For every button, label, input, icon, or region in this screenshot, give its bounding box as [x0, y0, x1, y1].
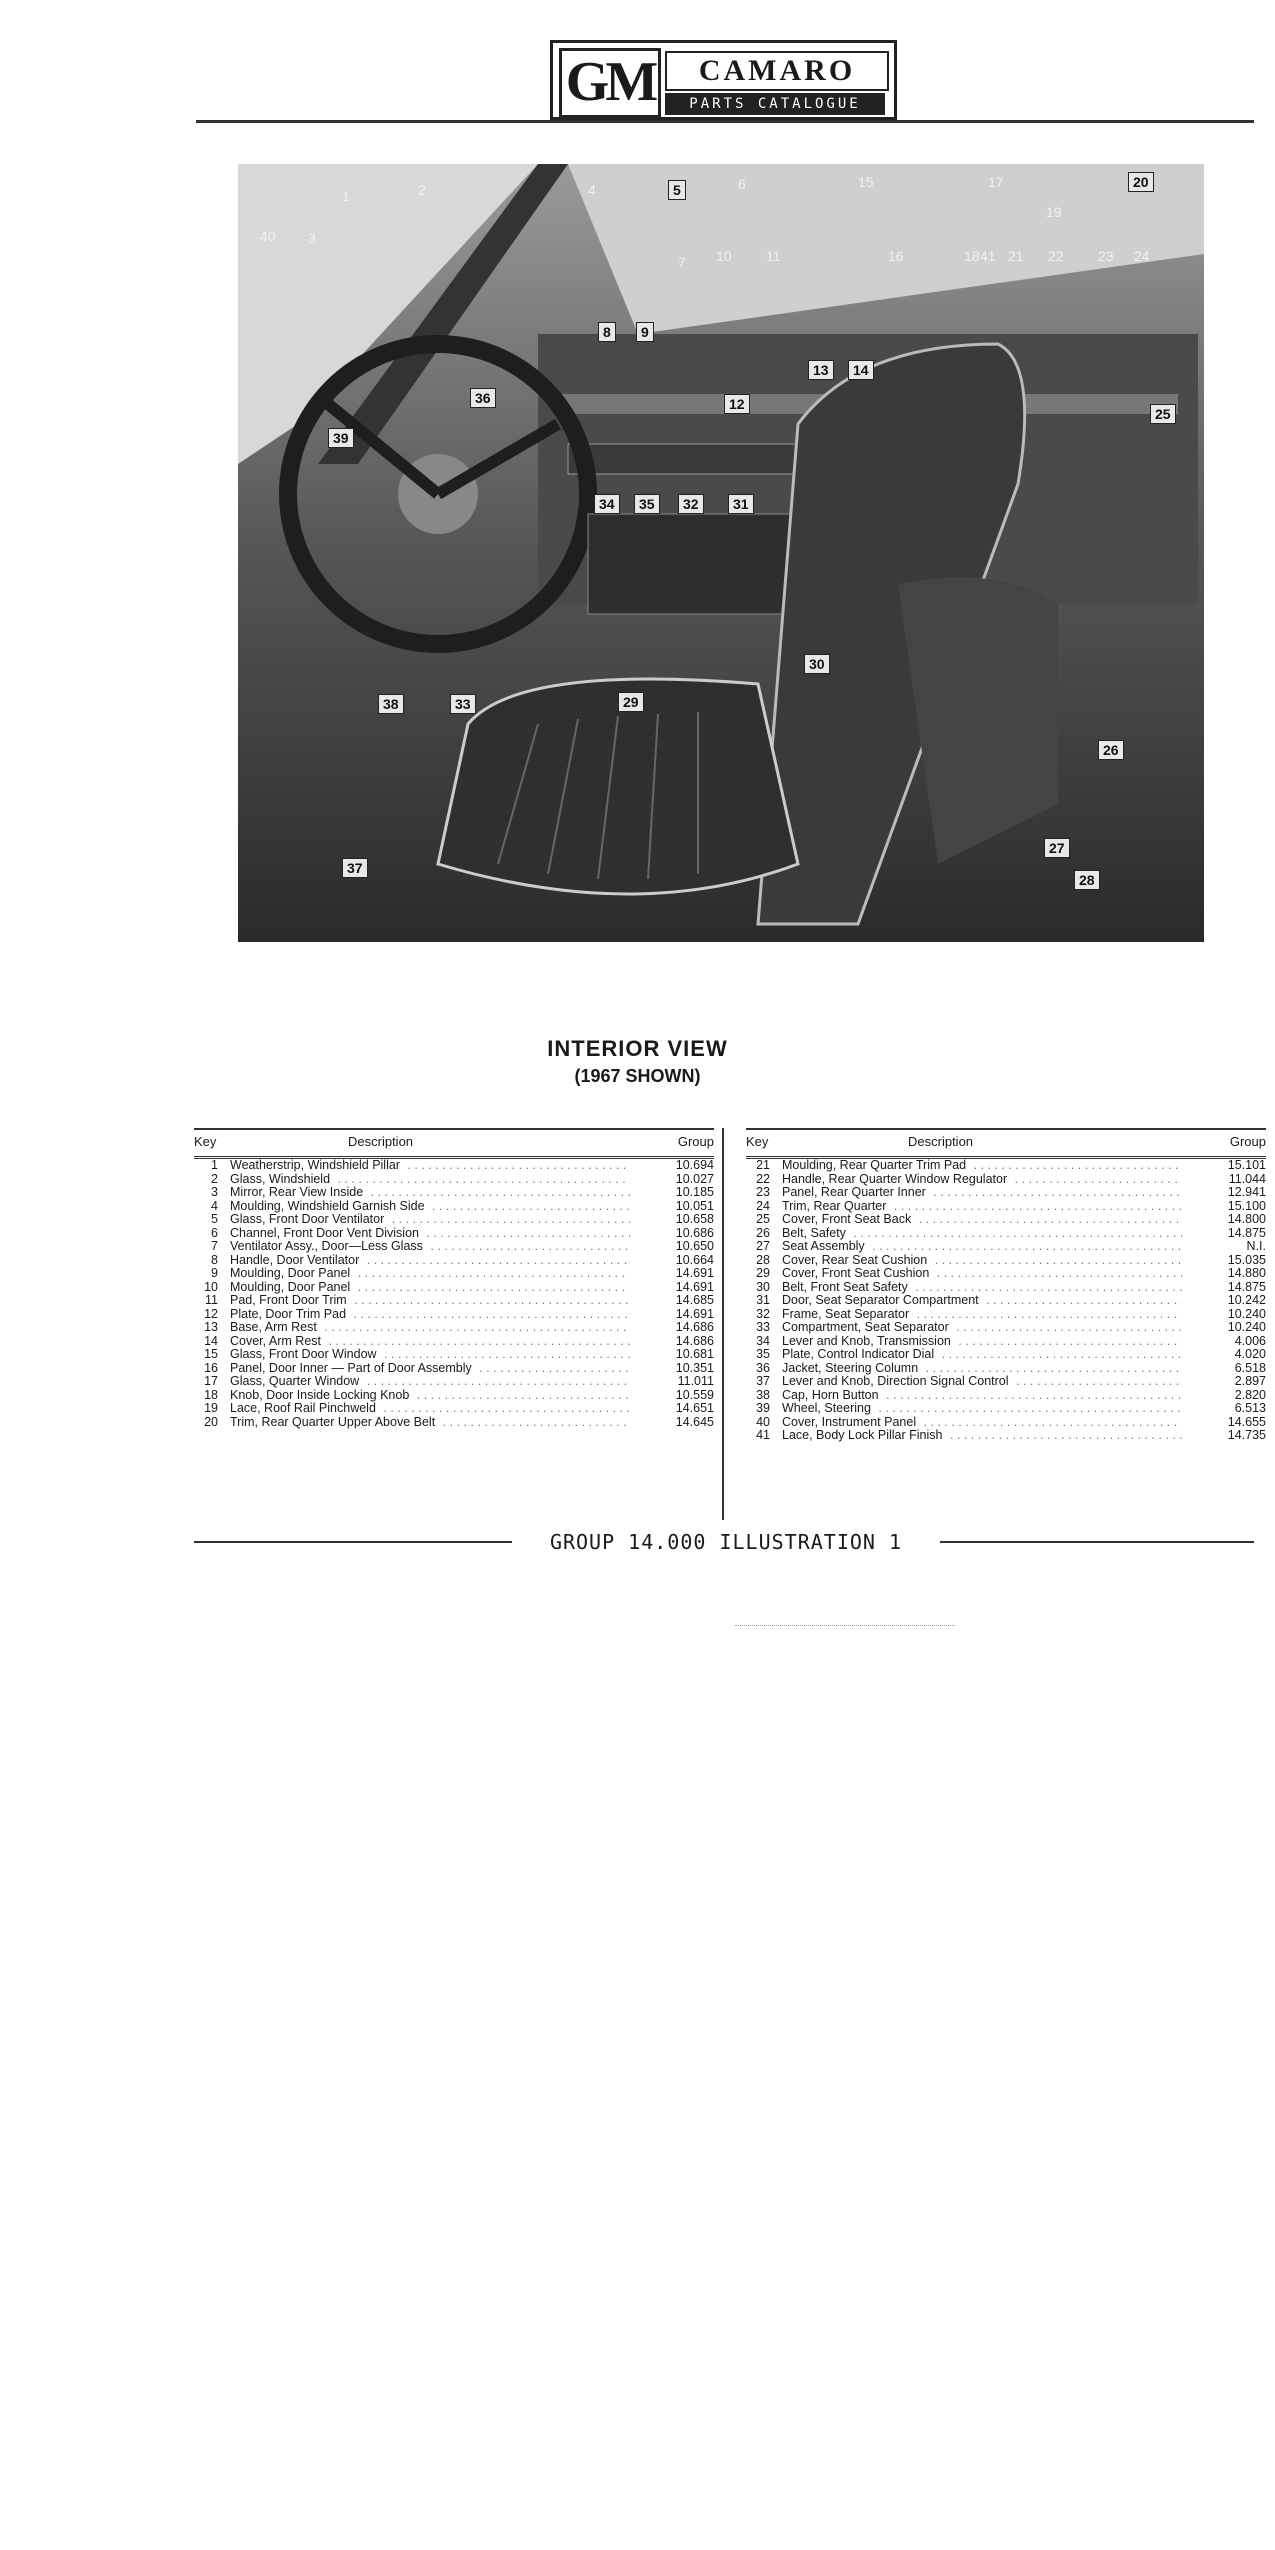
- part-description: [782, 1173, 1182, 1187]
- part-description-text: Lace, Body Lock Pillar Finish: [782, 1429, 947, 1442]
- callout-6: 6: [738, 176, 746, 192]
- part-group: 10.240: [1202, 1308, 1266, 1322]
- callout-29: 29: [618, 692, 644, 712]
- table-row: [746, 1389, 1266, 1403]
- part-description: [230, 1240, 630, 1254]
- table-row: [746, 1240, 1266, 1254]
- table-row: [194, 1254, 714, 1268]
- part-description: [230, 1402, 630, 1416]
- part-description-text: Cover, Instrument Panel: [782, 1416, 920, 1429]
- part-key: 34: [756, 1333, 770, 1348]
- part-group: 11.011: [650, 1375, 714, 1389]
- table-row: [194, 1389, 714, 1403]
- table-row: [194, 1213, 714, 1227]
- callout-28: 28: [1074, 870, 1100, 890]
- part-group: 10.242: [1202, 1294, 1266, 1308]
- table-row: [194, 1308, 714, 1322]
- table-row: [194, 1294, 714, 1308]
- callout-10: 10: [716, 248, 732, 264]
- part-key: 25: [756, 1212, 770, 1226]
- callout-41: 41: [980, 248, 996, 264]
- part-group: 14.686: [650, 1321, 714, 1335]
- part-description: [782, 1281, 1182, 1295]
- table-row: [746, 1348, 1266, 1362]
- part-key: 22: [756, 1171, 770, 1186]
- part-key: 23: [756, 1185, 770, 1199]
- part-description-text: Belt, Safety: [782, 1227, 850, 1240]
- table-row: [746, 1402, 1266, 1416]
- callout-3: 3: [308, 230, 316, 246]
- part-description: [230, 1186, 630, 1200]
- part-description-text: Base, Arm Rest: [230, 1321, 321, 1334]
- callout-2: 2: [418, 182, 426, 198]
- part-description-text: Moulding, Door Panel: [230, 1267, 354, 1280]
- part-description: [230, 1416, 630, 1430]
- part-description: [230, 1389, 630, 1403]
- table-row: [746, 1254, 1266, 1268]
- part-key: 9: [211, 1266, 218, 1280]
- callout-16: 16: [888, 248, 904, 264]
- part-description: [782, 1308, 1182, 1322]
- header-description: Description: [908, 1134, 974, 1149]
- part-group: 6.513: [1202, 1402, 1266, 1416]
- part-key: 27: [756, 1239, 770, 1253]
- table-row: [746, 1416, 1266, 1430]
- table-row: [746, 1213, 1266, 1227]
- table-row: [746, 1362, 1266, 1376]
- callout-19: 19: [1046, 204, 1062, 220]
- part-key: 15: [204, 1347, 218, 1361]
- footer-rule-right: [940, 1541, 1254, 1543]
- part-key: 5: [211, 1212, 218, 1226]
- part-key: 18: [204, 1387, 218, 1402]
- part-key: 28: [756, 1252, 770, 1267]
- illustration-caption: GROUP 14.000 ILLUSTRATION 1: [549, 1530, 903, 1554]
- table-row: [746, 1227, 1266, 1241]
- callout-38: 38: [378, 694, 404, 714]
- part-description: [782, 1200, 1182, 1214]
- callout-26: 26: [1098, 740, 1124, 760]
- table-row: [194, 1267, 714, 1281]
- page-subtitle: (1967 SHOWN): [574, 1066, 701, 1086]
- part-group: 12.941: [1202, 1186, 1266, 1200]
- callout-7: 7: [678, 254, 686, 270]
- part-key: 8: [211, 1252, 218, 1267]
- part-description-text: Ventilator Assy., Door—Less Glass: [230, 1240, 427, 1253]
- callout-23: 23: [1098, 248, 1114, 264]
- part-description: [782, 1227, 1182, 1241]
- part-group: 15.101: [1202, 1159, 1266, 1173]
- part-description: [782, 1402, 1182, 1416]
- part-group: 14.655: [1202, 1416, 1266, 1430]
- part-group: 14.880: [1202, 1267, 1266, 1281]
- part-group: 4.006: [1202, 1335, 1266, 1349]
- table-row: [194, 1200, 714, 1214]
- part-key: 17: [204, 1374, 218, 1388]
- part-description: [230, 1200, 630, 1214]
- part-description-text: Glass, Front Door Window: [230, 1348, 381, 1361]
- table-divider: [722, 1128, 724, 1520]
- part-description-text: Moulding, Rear Quarter Trim Pad: [782, 1159, 970, 1172]
- parts-table-left: [194, 1128, 714, 1429]
- callout-36: 36: [470, 388, 496, 408]
- callout-15: 15: [858, 174, 874, 190]
- part-description: [230, 1375, 630, 1389]
- part-group: 10.658: [650, 1213, 714, 1227]
- table-row: [746, 1159, 1266, 1173]
- part-description-text: Glass, Front Door Ventilator: [230, 1213, 388, 1226]
- part-group: 14.800: [1202, 1213, 1266, 1227]
- part-group: 14.735: [1202, 1429, 1266, 1443]
- table-row: [746, 1267, 1266, 1281]
- part-description-text: Glass, Quarter Window: [230, 1375, 363, 1388]
- part-description-text: Knob, Door Inside Locking Knob: [230, 1389, 413, 1402]
- callout-24: 24: [1134, 248, 1150, 264]
- part-description-text: Seat Assembly: [782, 1240, 869, 1253]
- part-key: 26: [756, 1225, 770, 1240]
- part-key: 35: [756, 1347, 770, 1361]
- table-row: [194, 1375, 714, 1389]
- callout-34: 34: [594, 494, 620, 514]
- header-group: Group: [1229, 1134, 1266, 1149]
- table-row: [746, 1335, 1266, 1349]
- part-description-text: Jacket, Steering Column: [782, 1362, 922, 1375]
- part-description-text: Moulding, Windshield Garnish Side: [230, 1200, 429, 1213]
- part-group: 14.691: [650, 1267, 714, 1281]
- table-row: [194, 1362, 714, 1376]
- gm-camaro-logo: [550, 40, 897, 120]
- part-description: [230, 1294, 630, 1308]
- table-row: [746, 1375, 1266, 1389]
- part-group: 10.240: [1202, 1321, 1266, 1335]
- header-key: Key: [194, 1134, 217, 1149]
- callout-8: 8: [598, 322, 616, 342]
- part-key: 39: [756, 1401, 770, 1415]
- callout-18: 18: [964, 248, 980, 264]
- part-key: 3: [211, 1185, 218, 1199]
- callout-13: 13: [808, 360, 834, 380]
- part-description-text: Mirror, Rear View Inside: [230, 1186, 367, 1199]
- part-key: 13: [204, 1320, 218, 1334]
- part-description: [230, 1308, 630, 1322]
- part-group: 10.694: [650, 1159, 714, 1173]
- part-description-text: Door, Seat Separator Compartment: [782, 1294, 983, 1307]
- table-row: [194, 1416, 714, 1430]
- part-description-text: Frame, Seat Separator: [782, 1308, 913, 1321]
- part-description-text: Channel, Front Door Vent Division: [230, 1227, 423, 1240]
- part-key: 11: [205, 1293, 218, 1307]
- part-description-text: Lace, Roof Rail Pinchweld: [230, 1402, 380, 1415]
- table-row: [746, 1186, 1266, 1200]
- table-row: [746, 1321, 1266, 1335]
- part-group: 2.897: [1202, 1375, 1266, 1389]
- part-key: 14: [204, 1333, 218, 1348]
- part-group: N.I.: [1202, 1240, 1266, 1254]
- table-row: [194, 1335, 714, 1349]
- part-description-text: Handle, Door Ventilator: [230, 1254, 363, 1267]
- table-row: [194, 1240, 714, 1254]
- part-group: 10.027: [650, 1173, 714, 1187]
- part-key: 10: [204, 1279, 218, 1294]
- model-name: CAMARO: [665, 51, 889, 91]
- part-description: [782, 1267, 1182, 1281]
- part-group: 10.650: [650, 1240, 714, 1254]
- callout-1: 1: [342, 188, 350, 204]
- page-title: INTERIOR VIEW: [547, 1036, 728, 1061]
- part-description-text: Cap, Horn Button: [782, 1389, 883, 1402]
- part-group: 14.645: [650, 1416, 714, 1430]
- table-row: [746, 1200, 1266, 1214]
- part-description: [230, 1173, 630, 1187]
- part-group: 4.020: [1202, 1348, 1266, 1362]
- part-description: [230, 1267, 630, 1281]
- callout-30: 30: [804, 654, 830, 674]
- part-description-text: Weatherstrip, Windshield Pillar: [230, 1159, 404, 1172]
- callout-27: 27: [1044, 838, 1070, 858]
- part-key: 19: [204, 1401, 218, 1415]
- catalogue-header: [0, 40, 1275, 120]
- header-rule: [196, 120, 1254, 123]
- part-group: 14.691: [650, 1281, 714, 1295]
- part-group: 10.051: [650, 1200, 714, 1214]
- part-group: 14.875: [1202, 1227, 1266, 1241]
- part-key: 4: [211, 1198, 218, 1213]
- callout-33: 33: [450, 694, 476, 714]
- part-description: [782, 1213, 1182, 1227]
- part-key: 12: [204, 1306, 218, 1321]
- callout-40: 40: [260, 228, 276, 244]
- interior-illustration: [238, 164, 1204, 942]
- part-description-text: Trim, Rear Quarter Upper Above Belt: [230, 1416, 439, 1429]
- part-description: [230, 1335, 630, 1349]
- illustration-footer: [0, 1530, 1275, 1560]
- table-row: [746, 1308, 1266, 1322]
- part-key: 7: [211, 1239, 218, 1253]
- part-description: [230, 1254, 630, 1268]
- part-key: 31: [756, 1293, 770, 1307]
- table-header: [194, 1128, 714, 1159]
- callout-11: 11: [766, 248, 781, 264]
- part-key: 20: [204, 1414, 218, 1429]
- callout-21: 21: [1008, 248, 1024, 264]
- part-group: 14.651: [650, 1402, 714, 1416]
- part-group: 14.875: [1202, 1281, 1266, 1295]
- part-key: 33: [756, 1320, 770, 1334]
- part-key: 37: [756, 1374, 770, 1388]
- part-description-text: Panel, Door Inner — Part of Door Assembly: [230, 1362, 476, 1375]
- part-description: [782, 1429, 1182, 1443]
- callout-5: 5: [668, 180, 686, 200]
- part-key: 24: [756, 1198, 770, 1213]
- part-description-text: Lever and Knob, Transmission: [782, 1335, 955, 1348]
- callout-17: 17: [988, 174, 1004, 190]
- part-description: [782, 1240, 1182, 1254]
- part-group: 6.518: [1202, 1362, 1266, 1376]
- part-group: 11.044: [1202, 1173, 1266, 1187]
- table-row: [194, 1227, 714, 1241]
- part-description: [782, 1335, 1182, 1349]
- part-group: 15.035: [1202, 1254, 1266, 1268]
- part-description-text: Handle, Rear Quarter Window Regulator: [782, 1173, 1011, 1186]
- callout-31: 31: [728, 494, 754, 514]
- part-description-text: Cover, Arm Rest: [230, 1335, 325, 1348]
- part-key: 21: [756, 1158, 770, 1172]
- header-key: Key: [746, 1134, 769, 1149]
- callout-12: 12: [724, 394, 750, 414]
- callout-22: 22: [1048, 248, 1064, 264]
- part-description-text: Panel, Rear Quarter Inner: [782, 1186, 930, 1199]
- part-description-text: Belt, Front Seat Safety: [782, 1281, 912, 1294]
- catalogue-label: PARTS CATALOGUE: [665, 93, 885, 115]
- callout-14: 14: [848, 360, 874, 380]
- part-description: [230, 1213, 630, 1227]
- callout-37: 37: [342, 858, 368, 878]
- part-group: 10.664: [650, 1254, 714, 1268]
- part-description: [782, 1348, 1182, 1362]
- part-key: 41: [756, 1428, 770, 1442]
- part-group: 2.820: [1202, 1389, 1266, 1403]
- part-description: [230, 1159, 630, 1173]
- interior-photo: [238, 164, 1204, 942]
- part-description: [782, 1294, 1182, 1308]
- part-key: 36: [756, 1360, 770, 1375]
- part-key: 16: [204, 1360, 218, 1375]
- footer-rule-left: [194, 1541, 512, 1543]
- part-group: 10.686: [650, 1227, 714, 1241]
- callout-39: 39: [328, 428, 354, 448]
- part-description-text: Cover, Front Seat Cushion: [782, 1267, 933, 1280]
- header-description: Description: [348, 1134, 414, 1149]
- part-group: 14.685: [650, 1294, 714, 1308]
- part-description-text: Trim, Rear Quarter: [782, 1200, 890, 1213]
- part-description-text: Cover, Front Seat Back: [782, 1213, 915, 1226]
- part-description: [782, 1389, 1182, 1403]
- part-key: 2: [211, 1171, 218, 1186]
- part-description-text: Cover, Rear Seat Cushion: [782, 1254, 931, 1267]
- part-description: [230, 1362, 630, 1376]
- part-description: [230, 1321, 630, 1335]
- table-body: [746, 1159, 1266, 1443]
- table-row: [746, 1429, 1266, 1443]
- part-description: [782, 1375, 1182, 1389]
- part-description-text: Wheel, Steering: [782, 1402, 875, 1415]
- part-description-text: Glass, Windshield: [230, 1173, 334, 1186]
- part-description: [230, 1281, 630, 1295]
- callout-25: 25: [1150, 404, 1176, 424]
- callout-35: 35: [634, 494, 660, 514]
- callout-9: 9: [636, 322, 654, 342]
- table-row: [746, 1294, 1266, 1308]
- callout-32: 32: [678, 494, 704, 514]
- table-row: [194, 1348, 714, 1362]
- parts-table-right: [746, 1128, 1266, 1443]
- part-description-text: Compartment, Seat Separator: [782, 1321, 953, 1334]
- table-row: [194, 1402, 714, 1416]
- part-description: [782, 1186, 1182, 1200]
- table-row: [746, 1173, 1266, 1187]
- part-description-text: Moulding, Door Panel: [230, 1281, 354, 1294]
- part-description: [782, 1159, 1182, 1173]
- part-key: 38: [756, 1387, 770, 1402]
- table-body: [194, 1159, 714, 1429]
- table-row: [194, 1173, 714, 1187]
- part-description: [782, 1362, 1182, 1376]
- callout-4: 4: [588, 182, 596, 198]
- part-group: 14.691: [650, 1308, 714, 1322]
- part-group: 10.185: [650, 1186, 714, 1200]
- part-group: 10.351: [650, 1362, 714, 1376]
- part-description-text: Lever and Knob, Direction Signal Control: [782, 1375, 1013, 1388]
- table-row: [194, 1159, 714, 1173]
- table-row: [194, 1321, 714, 1335]
- part-key: 30: [756, 1279, 770, 1294]
- scan-artifact: [735, 1625, 955, 1628]
- part-key: 1: [211, 1158, 218, 1172]
- part-description: [230, 1348, 630, 1362]
- part-description: [782, 1254, 1182, 1268]
- part-group: 15.100: [1202, 1200, 1266, 1214]
- header-group: Group: [677, 1134, 714, 1149]
- part-group: 14.686: [650, 1335, 714, 1349]
- part-description: [782, 1416, 1182, 1430]
- part-description-text: Plate, Control Indicator Dial: [782, 1348, 938, 1361]
- part-key: 40: [756, 1414, 770, 1429]
- callout-20: 20: [1128, 172, 1154, 192]
- part-group: 10.681: [650, 1348, 714, 1362]
- part-key: 32: [756, 1306, 770, 1321]
- part-description-text: Pad, Front Door Trim: [230, 1294, 351, 1307]
- part-description: [230, 1227, 630, 1241]
- part-description: [782, 1321, 1182, 1335]
- table-row: [746, 1281, 1266, 1295]
- gm-mark: GM: [559, 48, 661, 118]
- table-header: [746, 1128, 1266, 1159]
- part-group: 10.559: [650, 1389, 714, 1403]
- table-row: [194, 1186, 714, 1200]
- part-key: 6: [211, 1225, 218, 1240]
- part-key: 29: [756, 1266, 770, 1280]
- table-row: [194, 1281, 714, 1295]
- part-description-text: Plate, Door Trim Pad: [230, 1308, 350, 1321]
